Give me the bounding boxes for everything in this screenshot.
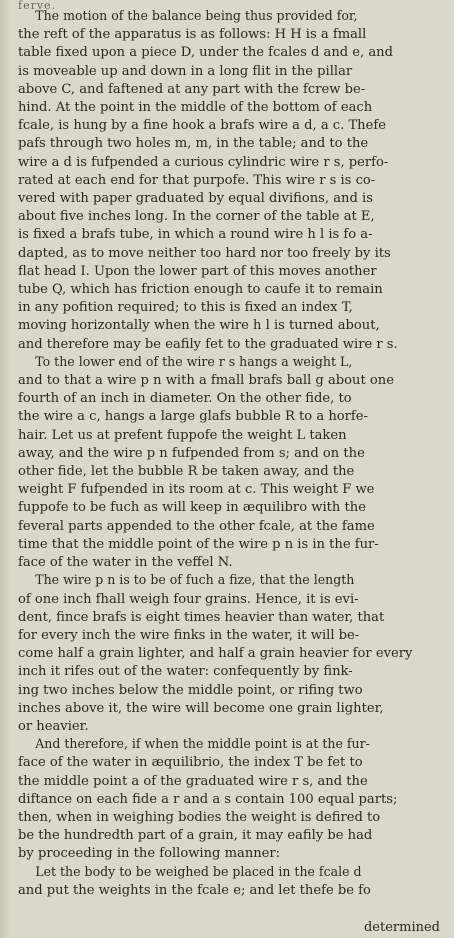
text-line: away, and the wire p n fufpended from s; and on the (18, 445, 365, 461)
text-line: and therefore may be eafily fet to the graduated wire r s. (18, 336, 398, 352)
paragraph (18, 354, 444, 572)
text-line: And therefore, if when the middle point is at the fur- (35, 737, 370, 753)
text-line: The motion of the balance being thus provided for, (35, 9, 358, 24)
text-line: dent, fince brafs is eight times heavier than water, that (18, 609, 385, 625)
text-line: by proceeding in the following manner: (18, 846, 281, 862)
text-line: inch it rifes out of the water: confequently by fink- (18, 664, 353, 680)
text-line: fuppofe to be fuch as will keep in æquilibro with the (18, 500, 366, 516)
text-line: flat head I. Upon the lower part of this moves another (18, 263, 377, 279)
text-line: for every inch the wire finks in the water, it will be- (18, 627, 360, 643)
text-line: weight F fufpended in its room at c. This weight F we (18, 482, 375, 498)
text-line: Let the body to be weighed be placed in the fcale d (35, 864, 362, 880)
text-line: rated at each end for that purpofe. This wire r s is co- (18, 172, 376, 188)
page-gutter-shadow (0, 0, 10, 938)
text-line: and put the weights in the fcale e; and let thefe be fo (18, 882, 371, 898)
text-line: about five inches long. In the corner of the table at E, (18, 209, 375, 225)
text-line: other fide, let the bubble R be taken away, and the (18, 464, 355, 480)
text-line: is fixed a brafs tube, in which a round wire h l is fo a- (18, 227, 373, 243)
text-line: fcale, is hung by a fine hook a brafs wire a d, a c. Thefe (18, 118, 386, 134)
catchword: determined (363, 920, 440, 935)
text-line: wire a d is fufpended a curious cylindric wire r s, perfo- (18, 154, 389, 170)
text-line: the middle point a of the graduated wire r s, and the (18, 773, 368, 789)
text-line: then, when in weighing bodies the weight is defired to (18, 809, 381, 825)
text-line: dapted, as to move neither too hard nor too freely by its (18, 245, 391, 261)
text-line: feveral parts appended to the other fcale, at the fame (18, 518, 375, 534)
paragraph (18, 864, 444, 900)
text-line: face of the water in the veffel N. (18, 555, 233, 571)
text-line: hair. Let us at prefent fuppofe the weight L taken (18, 427, 347, 443)
text-line: The wire p n is to be of fuch a fize, that the length (35, 573, 355, 589)
text-line: moving horizontally when the wire h l is turned about, (18, 318, 380, 334)
text-line: table fixed upon a piece D, under the fcales d and e, and (18, 45, 393, 61)
text-line: tube Q, which has friction enough to caufe it to remain (18, 282, 383, 298)
text-line: pafs through two holes m, m, in the table; and to the (18, 136, 369, 152)
text-line: the wire a c, hangs a large glafs bubble R to a horfe- (18, 409, 368, 425)
text-line: be the hundredth part of a grain, it may eafily be had (18, 828, 373, 844)
text-line: face of the water in æquilibrio, the index T be fet to (18, 755, 363, 771)
text-line: above C, and faftened at any part with the fcrew be- (18, 81, 366, 97)
cut-off-top-line: ferve. (18, 0, 57, 12)
text-line: and to that a wire p n with a fmall brafs ball g about one (18, 373, 394, 389)
text-line: of one inch fhall weigh four grains. Hence, it is evi- (18, 591, 359, 607)
text-line: To the lower end of the wire r s hangs a weight L, (35, 354, 353, 370)
paragraph (18, 736, 444, 863)
text-line: diftance on each fide a r and a s contain 100 equal parts; (18, 791, 398, 807)
text-line: come half a grain lighter, and half a grain heavier for every (18, 646, 413, 662)
body-text (18, 8, 444, 900)
text-line: ing two inches below the middle point, or rifing two (18, 682, 363, 698)
text-line: time that the middle point of the wire p n is in the fur- (18, 536, 379, 552)
text-line: vered with paper graduated by equal divifions, and is (18, 191, 373, 207)
paragraph (18, 572, 444, 736)
text-line: hind. At the point in the middle of the bottom of each (18, 100, 373, 116)
text-line: or heavier. (18, 718, 89, 734)
text-line: the reft of the apparatus is as follows: H H is a fmall (18, 27, 367, 43)
text-line: is moveable up and down in a long flit in the pillar (18, 63, 353, 79)
text-line: fourth of an inch in diameter. On the other fide, to (18, 391, 352, 407)
text-line: inches above it, the wire will become one grain lighter, (18, 700, 384, 716)
paragraph (18, 8, 444, 354)
text-line: in any pofition required; to this is fixed an index T, (18, 300, 353, 316)
